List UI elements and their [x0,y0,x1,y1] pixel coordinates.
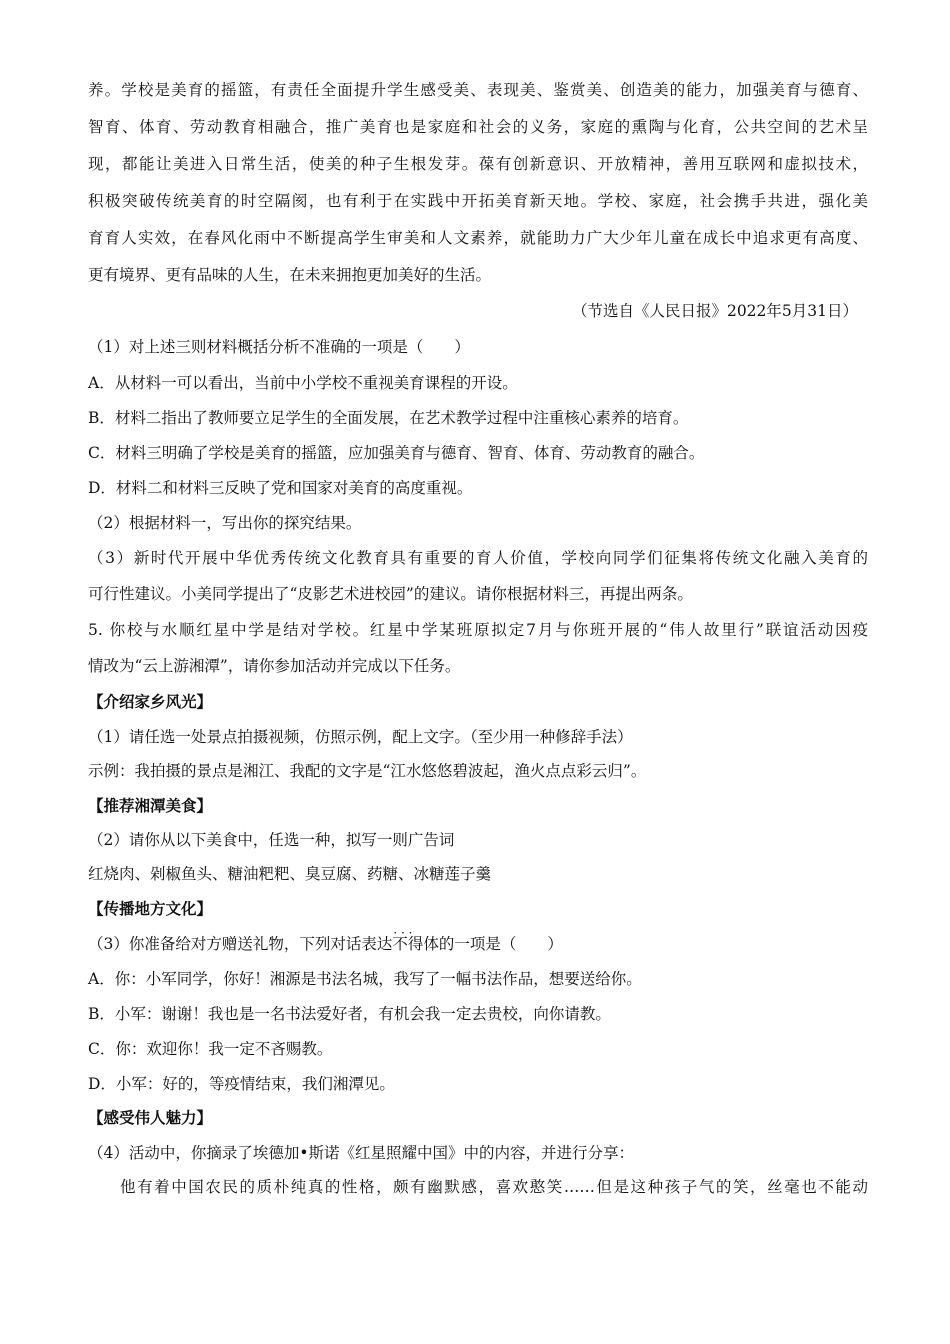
question-3-line: 可行性建议。小美同学提出了“皮影艺术进校园”的建议。请你根据材料三，再提出两条。 [88,585,693,603]
option-a: A．你：小军同学，你好！湘源是书法名城，我写了一幅书法作品，想要送给你。 [88,970,642,988]
task-2: （2）请你从以下美食中，任选一种，拟写一则广告词 [88,831,455,849]
paragraph-line: 智育、体育、劳动教育相融合，推广美育也是家庭和社会的义务，家庭的熏陶与化育，公共空间的艺术呈 [88,118,868,136]
task-1-example: 示例：我拍摄的景点是湘江、我配的文字是“江水悠悠碧波起，渔火点点彩云归”。 [88,762,647,780]
question-3-line: （3）新时代开展中华优秀传统文化教育具有重要的育人价值，学校向同学们征集将传统文化融入美育的 [88,549,868,567]
task-3: （3）你准备给对方赠送礼物，下列对话表达不得体 · · ·的一项是（ ） [88,934,868,954]
food-list: 红烧肉、剁椒鱼头、糖油粑粑、臭豆腐、药糖、冰糖莲子羹 [88,865,492,883]
option-a: A．从材料一可以看出，当前中小学校不重视美育课程的开设。 [88,374,518,392]
question-5-line: 情改为“云上游湘潭”，请你参加活动并完成以下任务。 [88,657,461,675]
paragraph-line: 积极突破传统美育的时空隔阂，也有利于在实践中开拓美育新天地。学校、家庭，社会携手共进，强化美 [88,192,868,210]
section-heading: 【介绍家乡风光】 [88,692,213,711]
question-2: （2）根据材料一，写出你的探究结果。 [88,514,362,532]
option-c: C．你：欢迎你！我一定不吝赐教。 [88,1040,333,1058]
paragraph-line: 育育人实效，在春风化雨中不断提高学生审美和人文素养，就能助力广大少年儿童在成长中追求更有高度、 [88,229,868,247]
option-d: D．材料二和材料三反映了党和国家对美育的高度重视。 [88,479,473,497]
option-b: B．小军：谢谢！我也是一名书法爱好者，有机会我一定去贵校，向你请教。 [88,1005,611,1023]
emphasized-text: 不得体 · · · [392,935,439,953]
paragraph-line: 更有境界、更有品味的人生，在未来拥抱更加美好的生活。 [88,266,492,284]
task-4: （4）活动中，你摘录了埃德加•斯诺《红星照耀中国》中的内容，并进行分享： [88,1144,635,1162]
option-b: B．材料二指出了教师要立足学生的全面发展，在艺术教学过程中注重核心素养的培育。 [88,409,689,427]
option-c: C．材料三明确了学校是美育的摇篮，应加强美育与德育、智育、体育、劳动教育的融合。 [88,444,705,462]
option-d: D．小军：好的，等疫情结束，我们湘潭见。 [88,1075,395,1093]
paragraph-line: 养。学校是美育的摇篮，有责任全面提升学生感受美、表现美、鉴赏美、创造美的能力，加强美育与德育、 [88,81,868,99]
question-5-line: 5. 你校与水顺红星中学是结对学校。红星中学某班原拟定7月与你班开展的“伟人故里行”联谊活动因疫 [88,621,868,639]
source-citation: （节选自《人民日报》2022年5月31日） [571,302,858,320]
question-1: （1）对上述三则材料概括分析不准确的一项是（ ） [88,338,470,356]
quote-line: 他有着中国农民的质朴纯真的性格，颇有幽默感，喜欢憨笑……但是这种孩子气的笑，丝毫也不能动 [120,1178,868,1196]
section-heading: 【推荐湘潭美食】 [88,796,213,815]
task-1: （1）请任选一处景点拍摄视频，仿照示例，配上文字。（至少用一种修辞手法） [88,728,633,746]
paragraph-line: 现，都能让美进入日常生活，使美的种子生根发芽。葆有创新意识、开放精神，善用互联网和虚拟技术， [88,155,868,173]
section-heading: 【感受伟人魅力】 [88,1108,213,1127]
section-heading: 【传播地方文化】 [88,899,213,918]
